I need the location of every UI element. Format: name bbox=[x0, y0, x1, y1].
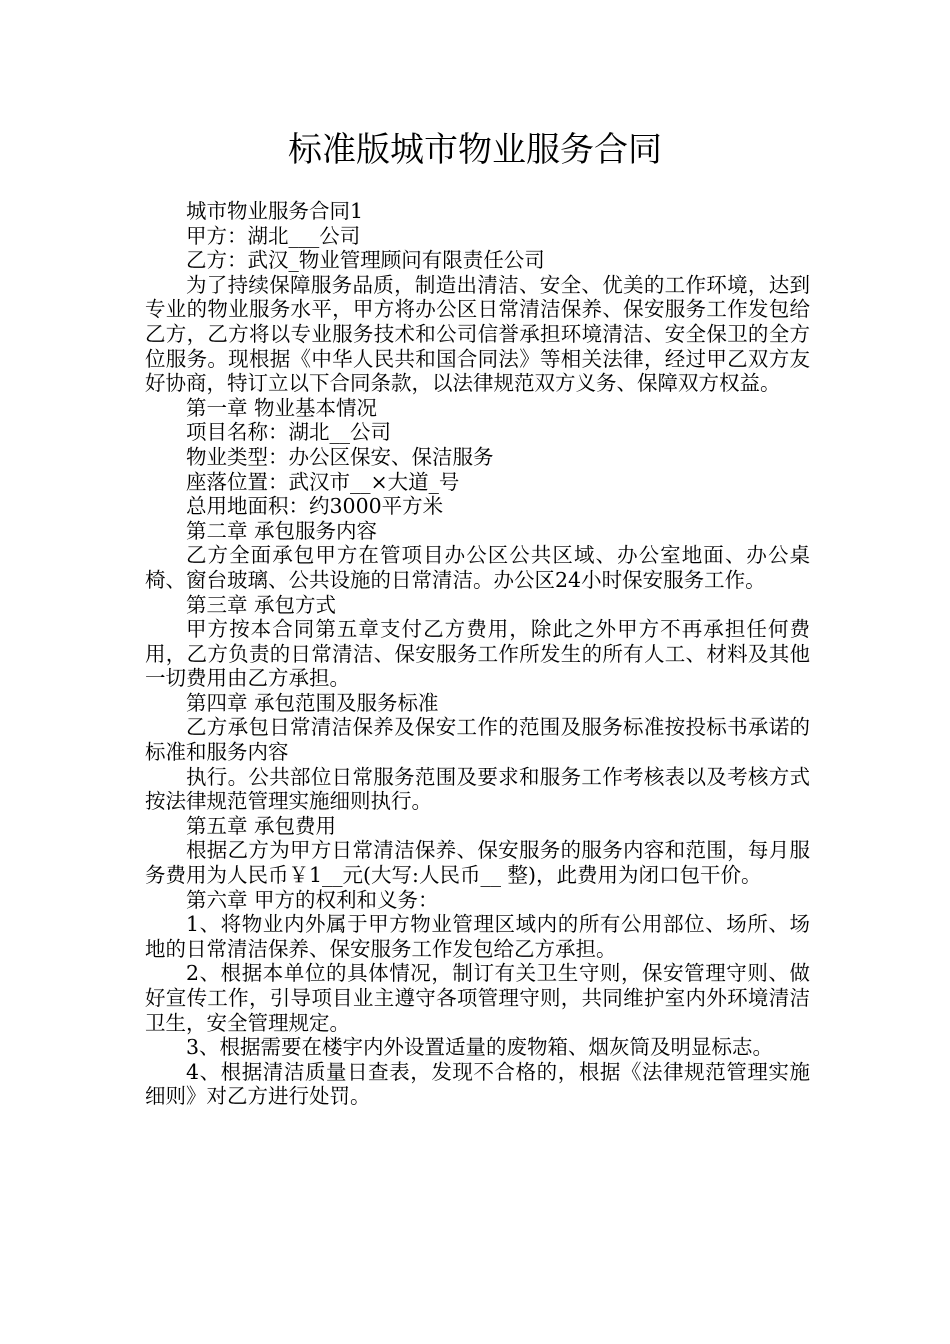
chapter-5-heading: 第五章 承包费用 bbox=[186, 813, 337, 838]
document-title: 标准版城市物业服务合同 bbox=[288, 130, 662, 170]
paragraph-party-b: 乙方：武汉_物业管理顾问有限责任公司 bbox=[186, 248, 545, 273]
chapter-3-heading: 第三章 承包方式 bbox=[186, 592, 337, 617]
paragraph-scope-standard: 乙方承包日常清洁保养及保安工作的范围及服务标准按投标书承诺的标准和服务内容 bbox=[145, 715, 810, 765]
paragraph-execution: 执行。公共部位日常服务范围及要求和服务工作考核表以及考核方式按法律规范管理实施细则执行。 bbox=[145, 764, 810, 814]
chapter-2-heading: 第二章 承包服务内容 bbox=[186, 518, 378, 543]
chapter-6-heading: 第六章 甲方的权利和义务： bbox=[186, 887, 439, 912]
paragraph-clause-3: 3、根据需要在楼宇内外设置适量的废物箱、烟灰筒及明显标志。 bbox=[186, 1035, 774, 1060]
paragraph-clause-2: 2、根据本单位的具体情况，制订有关卫生守则，保安管理守则、做好宣传工作，引导项目业主遵守各项管理守则，共同维护室内外环境清洁卫生，安全管理规定。 bbox=[145, 961, 810, 1035]
paragraph-contract-method: 甲方按本合同第五章支付乙方费用，除此之外甲方不再承担任何费用，乙方负责的日常清洁、保安服务工作所发生的所有人工、材料及其他一切费用由乙方承担。 bbox=[145, 617, 810, 691]
chapter-1-heading: 第一章 物业基本情况 bbox=[186, 395, 378, 420]
paragraph-fees: 根据乙方为甲方日常清洁保养、保安服务的服务内容和范围，每月服务费用为人民币￥1__元(大写:人民币__ 整)，此费用为闭口包干价。 bbox=[145, 838, 810, 888]
paragraph-clause-1: 1、将物业内外属于甲方物业管理区域内的所有公用部位、场所、场地的日常清洁保养、保安服务工作发包给乙方承担。 bbox=[145, 912, 810, 961]
paragraph-total-area: 总用地面积：约3000平方米 bbox=[186, 494, 444, 519]
chapter-4-heading: 第四章 承包范围及服务标准 bbox=[186, 690, 439, 715]
paragraph-location: 座落位置：武汉市__×大道_号 bbox=[186, 469, 460, 494]
paragraph-project-name: 项目名称：湖北__公司 bbox=[186, 420, 391, 445]
paragraph-property-type: 物业类型：办公区保安、保洁服务 bbox=[186, 444, 494, 469]
document-body bbox=[145, 199, 810, 1109]
paragraph-clause-4: 4、根据清洁质量日查表，发现不合格的，根据《法律规范管理实施细则》对乙方进行处罚。 bbox=[145, 1059, 810, 1109]
paragraph-service-content: 乙方全面承包甲方在管项目办公区公共区域、办公室地面、办公桌椅、窗台玻璃、公共设施的日常清洁。办公区24小时保安服务工作。 bbox=[145, 543, 810, 592]
paragraph-contract-number: 城市物业服务合同1 bbox=[186, 199, 364, 223]
paragraph-party-a: 甲方：湖北___公司 bbox=[186, 223, 361, 248]
paragraph-preamble: 为了持续保障服务品质，制造出清洁、安全、优美的工作环境，达到专业的物业服务水平，甲方将办公区日常清洁保养、保安服务工作发包给乙方，乙方将以专业服务技术和公司信誉承担环境清洁、安全保卫的全方位服务。现根据《中华人民共和国合同法》等相关法律，经过甲乙双方友好协商，特订立以下合同条款，以法律规范双方义务、保障双方权益。 bbox=[145, 272, 810, 396]
